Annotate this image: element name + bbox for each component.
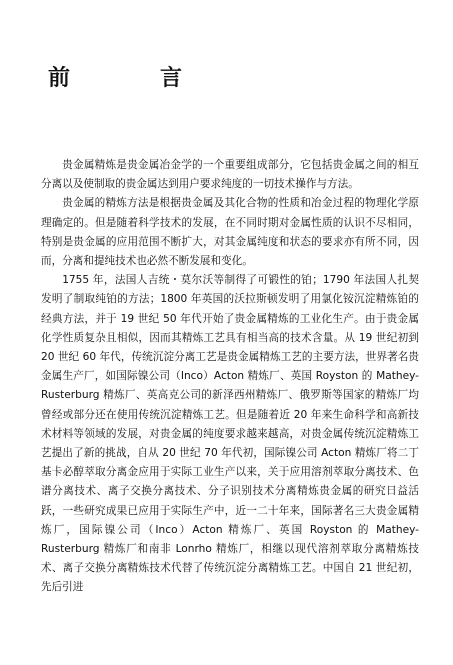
- paragraph: 贵金属的精炼方法是根据贵金属及其化合物的性质和冶金过程的物理化学原理确定的。但是随着科学技术的发展，在不同时期对金属性质的认识不尽相同，特别是贵金属的应用范围不断扩大，对其金属纯度和状态的要求亦有所不同，因而，分离和提纯技术也必然不断发展和变化。: [41, 197, 419, 268]
- preface-body: [41, 156, 419, 598]
- paragraph: 1755 年，法国人吉统・莫尔沃等制得了可锻性的铂；1790 年法国人扎契发明了制取纯铂的方法；1800 年英国的沃拉斯顿发明了用氯化铵沉淀精炼铂的经典方法，并于 19 世纪 50 年代开始了贵金属精炼的工业化生产。由于贵金属化学性质复杂且相似，因而其精炼工艺具有相当高的技术含量。从 19 世纪初到 20 世纪 60 年代，传统沉淀分离工艺是贵金属精炼工艺的主要方法，世界著名贵金属生产厂，如国际镍公司（Inco）Acton 精炼厂、英国 Royston 的 Mathey-Rusterburg 精炼厂、英高克公司的新泽西州精炼厂、俄罗斯等国家的精炼厂均曾经或部分还在使用传统沉淀精炼工艺。但是随着近 20 年来生命科学和高新技术材料等领域的发展，对贵金属的纯度要求越来越高，对贵金属传统沉淀精炼工艺提出了新的挑战，自从 20 世纪 70 年代初，国际镍公司 Acton 精炼厂将二丁基卡必醇萃取分离金应用于实际工业生产以来，关于应用溶剂萃取分离技术、色谱分离技术、离子交换分离技术、分子识别技术分离精炼贵金属的研究日益活跃，一些研究成果已应用于实际生产中，近一二十年来，国际著名三大贵金属精炼厂，国际镍公司（Inco）Acton 精炼厂、英国 Royston 的 Mathey-Rusterburg 精炼厂和南非 Lonrho 精炼厂，相继以现代溶剂萃取分离精炼技术、离子交换分离精炼技术代替了传统沉淀分离精炼工艺。中国自 21 世纪初，先后引进: [41, 274, 419, 594]
- paragraph: 贵金属精炼是贵金属冶金学的一个重要组成部分，它包括贵金属之间的相互分离以及使制取的贵金属达到用户要求纯度的一切技术操作与方法。: [41, 159, 419, 191]
- page-title: 前 言: [48, 66, 217, 91]
